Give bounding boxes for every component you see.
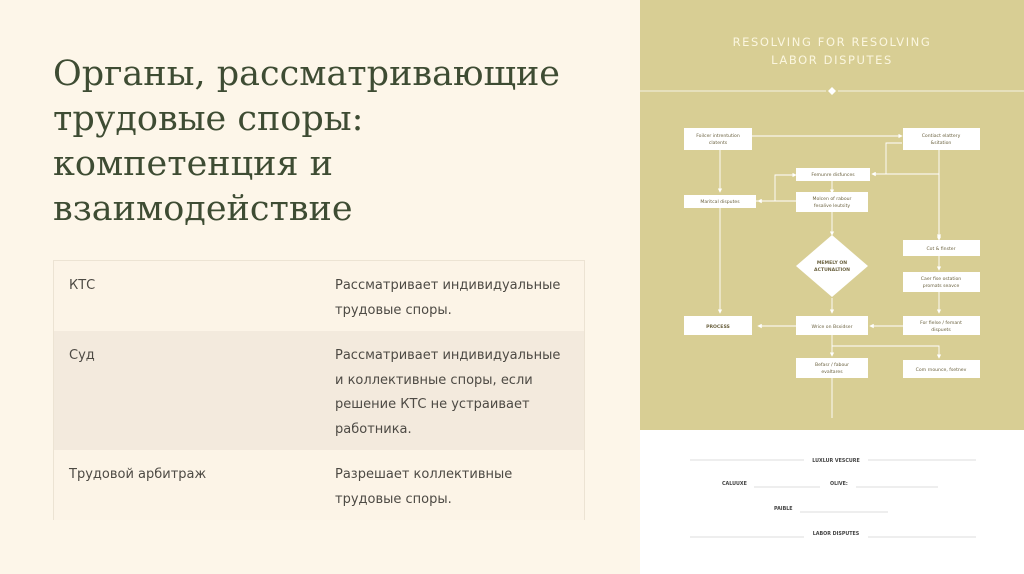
poster-title-line: RESOLVING FOR RESOLVING	[732, 35, 932, 49]
table-row	[54, 450, 584, 520]
flowchart-diagram	[640, 0, 1024, 574]
flow-node	[903, 128, 980, 150]
title-line: компетенция и	[53, 144, 333, 184]
poster-image	[640, 0, 1024, 574]
flow-node-decision	[796, 235, 868, 297]
node-label: fesalive leutsity	[813, 204, 851, 209]
flow-node	[684, 128, 752, 150]
slide-title	[53, 52, 593, 232]
node-label: Wrice on Bsxidser	[811, 325, 853, 330]
flow-node	[684, 195, 756, 208]
flow-node	[684, 316, 752, 335]
flow-node	[796, 168, 870, 181]
node-label: Contiact elattery	[921, 134, 961, 139]
node-label: Com rnounce, fsetnev	[915, 368, 967, 373]
node-label: Befasr / fabour	[814, 363, 850, 368]
node-label: PROCESS	[706, 325, 730, 330]
description-line: решение КТС не устраивает	[335, 397, 530, 412]
diamond-ornament-icon	[828, 87, 836, 95]
flow-node	[903, 272, 980, 292]
description-line: и коллективные споры, если	[335, 372, 533, 388]
node-label: Molcen of rabour	[812, 197, 852, 202]
description-line: трудовые споры.	[335, 302, 452, 318]
description-line: работника.	[335, 421, 412, 437]
table-row	[54, 261, 584, 331]
flow-node	[903, 360, 980, 378]
node-label: Caer fise ostation	[920, 277, 962, 282]
title-line: взаимодействие	[53, 189, 353, 229]
body-name: Трудовой арбитраж	[69, 467, 207, 482]
node-label: &sitation	[930, 141, 952, 146]
node-label: Maritcal disputes	[700, 200, 740, 205]
flow-node	[796, 192, 868, 212]
node-label: dispuets	[931, 328, 951, 333]
body-description	[335, 463, 575, 512]
description-line: Рассматривает индивидуальные	[335, 278, 561, 293]
body-name: КТС	[69, 278, 96, 293]
node-label: promats seavce	[922, 284, 960, 289]
title-line: трудовые споры:	[53, 99, 364, 139]
node-label: MEMELY ON	[816, 261, 848, 266]
node-label: Femunre disfunces	[811, 173, 855, 178]
node-label: Foilcer intrentution	[696, 134, 740, 139]
form-footer: LABOR DISPUTES	[812, 532, 860, 537]
poster-title-line: LABOR DISPUTES	[771, 53, 893, 67]
poster-form	[690, 458, 976, 537]
node-label: evaltares	[821, 370, 843, 375]
form-label: OLIVE:	[830, 482, 848, 487]
title-line: Органы, рассматривающие	[53, 54, 561, 94]
form-heading: LUXLUR VESCURE	[812, 459, 860, 464]
flow-node	[903, 316, 980, 335]
flow-node	[903, 240, 980, 256]
description-line: Рассматривает индивидуальные	[335, 348, 561, 363]
flow-node	[796, 316, 868, 335]
body-description	[335, 274, 575, 323]
node-label: Cot & finster	[926, 247, 956, 252]
node-label: clatents	[708, 141, 728, 146]
body-name: Суд	[69, 348, 95, 363]
body-description	[335, 344, 575, 442]
description-line: Разрешает коллективные	[335, 467, 513, 482]
form-label: PAIBLE	[774, 507, 793, 512]
description-line: трудовые споры.	[335, 491, 452, 507]
bodies-table	[53, 260, 585, 520]
node-label: For fielse / femant	[920, 321, 962, 326]
form-label: CALUUXE	[722, 482, 747, 487]
node-label: ACTUNALTION	[814, 268, 850, 273]
flow-node	[796, 358, 868, 378]
table-row	[54, 331, 584, 450]
